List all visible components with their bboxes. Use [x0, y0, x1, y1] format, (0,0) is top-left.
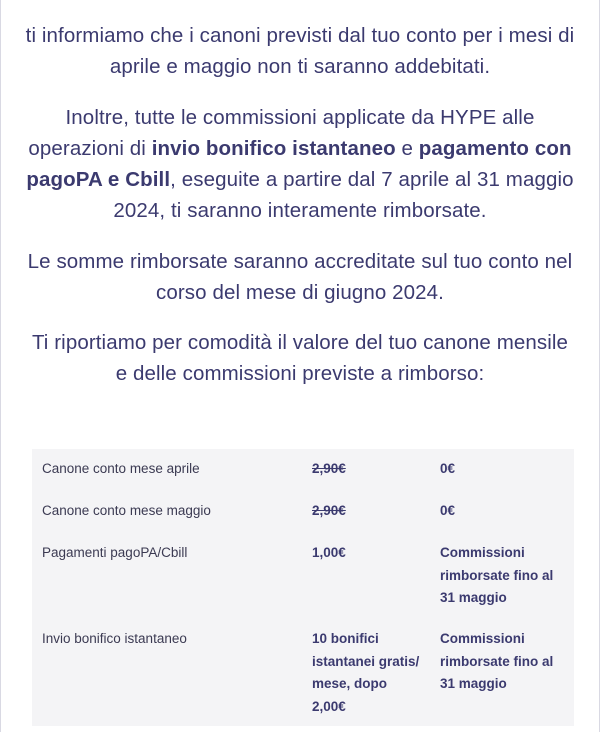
new-value: Commissioni rimborsate fino al 31 maggio — [440, 631, 554, 691]
old-price: 2,90€ — [312, 461, 346, 476]
price: 1,00€ — [312, 545, 346, 560]
fees-table — [32, 449, 574, 726]
pagopa-highlight: pagamento con pagoPA e Cbill — [26, 137, 572, 191]
price: 10 bonifici istantanei gratis/ mese, dopo 2,00€ — [312, 631, 420, 714]
row-label: Pagamenti pagoPA/Cbill — [42, 545, 188, 560]
intro-paragraph-canoni: ti informiamo che i canoni previsti dal tuo conto per i mesi di aprile e maggio non ti saranno addebitati. — [25, 24, 575, 78]
intro-paragraph-riepilogo: Ti riportiamo per comodità il valore del tuo canone mensile e delle commissioni previste a rimborso: — [31, 331, 569, 385]
invio-bonifico-highlight: invio bonifico istantaneo — [151, 137, 396, 160]
left-border — [0, 0, 1, 732]
row-label: Canone conto mese aprile — [42, 461, 200, 476]
commissioni-text-1: Inoltre, tutte le commissioni applicate da HYPE alle operazioni di — [28, 106, 535, 160]
commissioni-text-3: , eseguite a partire dal 7 aprile al 31 maggio 2024, ti saranno interamente rimborsate. — [113, 168, 574, 222]
old-price: 2,90€ — [312, 503, 346, 518]
new-value: 0€ — [440, 461, 456, 476]
intro-paragraph-commissioni — [24, 102, 576, 226]
new-value: Commissioni rimborsate fino al 31 maggio — [440, 545, 554, 605]
intro-paragraph-accredito: Le somme rimborsate saranno accreditate sul tuo conto nel corso del mese di giugno 2024. — [27, 250, 573, 304]
row-label: Invio bonifico istantaneo — [42, 631, 187, 646]
row-label: Canone conto mese maggio — [42, 503, 211, 518]
new-value: 0€ — [440, 503, 456, 518]
commissioni-text-2: e — [395, 137, 419, 160]
